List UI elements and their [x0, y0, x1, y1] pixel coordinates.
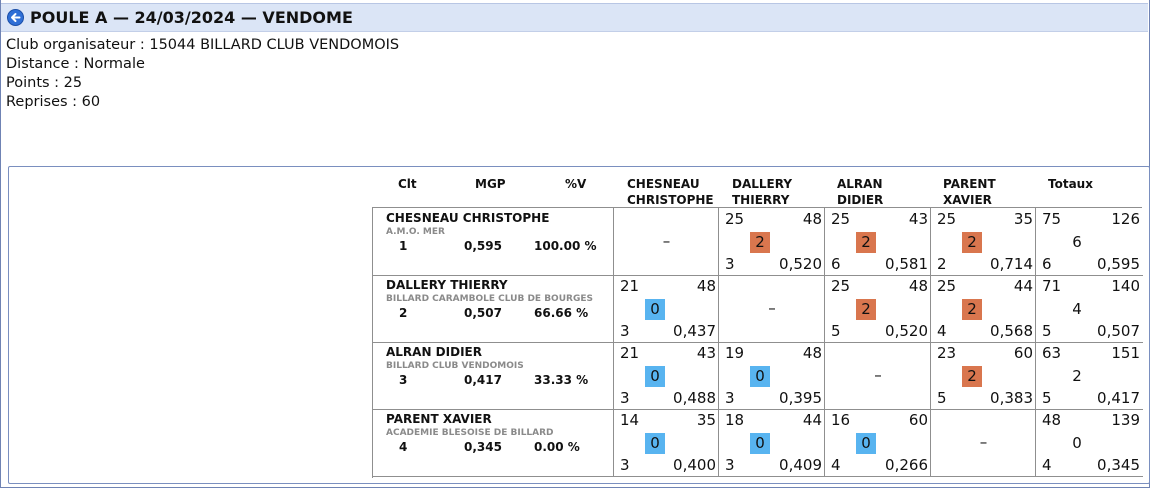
totals-cell	[1035, 409, 1143, 477]
match-points: 25	[937, 277, 957, 295]
arrow-left-circle-icon[interactable]	[7, 9, 24, 26]
match-reprises: 48	[908, 277, 928, 295]
match-average: 0,568	[990, 322, 1033, 340]
match-serie: 5	[937, 389, 947, 407]
points: Points : 25	[6, 75, 83, 91]
match-points: 25	[725, 210, 745, 228]
match-average: 0,400	[673, 456, 716, 474]
match-reprises: 44	[1013, 277, 1033, 295]
reprises: Reprises : 60	[6, 94, 101, 110]
total-average: 0,595	[1097, 255, 1140, 273]
match-reprises: 48	[696, 277, 716, 295]
match-serie: 3	[620, 456, 630, 474]
match-points: 19	[725, 344, 745, 362]
match-cell	[930, 208, 1036, 276]
match-reprises: 60	[1013, 344, 1033, 362]
match-reprises: 35	[696, 411, 716, 429]
match-serie: 4	[937, 322, 947, 340]
match-reprises: 48	[802, 210, 822, 228]
match-average: 0,437	[673, 322, 716, 340]
header-pctv: %V	[565, 177, 587, 191]
total-serie: 6	[1042, 255, 1052, 273]
match-points: 21	[620, 277, 640, 295]
match-cell	[718, 409, 825, 477]
distance: Distance : Normale	[6, 56, 145, 72]
title-bar	[1, 3, 1148, 32]
match-result-badge: 0	[856, 433, 876, 454]
player-win-pct: 100.00 %	[534, 239, 597, 253]
total-points: 75	[1042, 210, 1062, 228]
match-result-badge: 0	[750, 366, 770, 387]
match-average: 0,520	[779, 255, 822, 273]
total-average: 0,507	[1097, 322, 1140, 340]
match-points: 14	[620, 411, 640, 429]
match-points: 21	[620, 344, 640, 362]
header-totaux: Totaux	[1048, 177, 1093, 191]
match-result-badge: 2	[856, 232, 876, 253]
match-cell	[718, 208, 825, 276]
match-points: 16	[831, 411, 851, 429]
self-match-cell	[718, 275, 825, 343]
player-name: PARENT XAVIER	[386, 412, 492, 426]
match-result-badge: 2	[962, 232, 982, 253]
player-rank: 4	[399, 440, 408, 454]
match-serie: 3	[725, 456, 735, 474]
match-cell	[824, 208, 931, 276]
match-cell	[824, 275, 931, 343]
player-name: ALRAN DIDIER	[386, 345, 482, 359]
header-opponent-1: CHESNEAU CHRISTOPHE	[627, 177, 714, 207]
header-mgp: MGP	[475, 177, 506, 191]
total-points: 48	[1042, 411, 1062, 429]
self-match-cell	[613, 208, 719, 276]
match-cell	[718, 342, 825, 410]
match-serie: 4	[831, 456, 841, 474]
match-average: 0,714	[990, 255, 1033, 273]
player-win-pct: 0.00 %	[534, 440, 580, 454]
self-match-cell	[824, 342, 931, 410]
tournament-info	[6, 36, 399, 112]
match-result-badge: 2	[856, 299, 876, 320]
player-club: BILLARD CARAMBOLE CLUB DE BOURGES	[386, 294, 593, 304]
totals-cell	[1035, 275, 1143, 343]
match-average: 0,409	[779, 456, 822, 474]
self-match-cell	[930, 409, 1036, 477]
match-cell	[613, 275, 719, 343]
match-reprises: 60	[908, 411, 928, 429]
total-reprises: 140	[1111, 277, 1140, 295]
player-club: ACADEMIE BLESOISE DE BILLARD	[386, 428, 554, 438]
match-cell	[930, 342, 1036, 410]
match-serie: 6	[831, 255, 841, 273]
player-mgp: 0,595	[464, 239, 502, 253]
results-grid	[372, 207, 1142, 478]
match-average: 0,395	[779, 389, 822, 407]
player-mgp: 0,345	[464, 440, 502, 454]
header-opponent-2: DALLERY THIERRY	[732, 177, 793, 207]
match-points: 25	[831, 277, 851, 295]
player-win-pct: 33.33 %	[534, 373, 589, 387]
match-serie: 2	[937, 255, 947, 273]
total-match-points: 4	[1072, 300, 1082, 318]
match-serie: 5	[831, 322, 841, 340]
total-match-points: 6	[1072, 233, 1082, 251]
total-serie: 4	[1042, 456, 1052, 474]
totals-cell	[1035, 208, 1143, 276]
player-club: A.M.O. MER	[386, 227, 445, 237]
total-match-points: 2	[1072, 367, 1082, 385]
player-name: DALLERY THIERRY	[386, 278, 508, 292]
empty-mark: –	[768, 299, 776, 317]
match-result-badge: 0	[645, 366, 665, 387]
match-points: 25	[937, 210, 957, 228]
player-row	[373, 275, 613, 343]
player-rank: 2	[399, 306, 408, 320]
total-reprises: 126	[1111, 210, 1140, 228]
page-title: POULE A — 24/03/2024 — VENDOME	[30, 8, 353, 27]
match-average: 0,581	[885, 255, 928, 273]
match-points: 25	[831, 210, 851, 228]
total-reprises: 139	[1111, 411, 1140, 429]
total-match-points: 0	[1072, 434, 1082, 452]
match-cell	[613, 409, 719, 477]
match-average: 0,383	[990, 389, 1033, 407]
player-mgp: 0,507	[464, 306, 502, 320]
total-average: 0,417	[1097, 389, 1140, 407]
empty-mark: –	[662, 232, 671, 250]
match-reprises: 44	[802, 411, 822, 429]
match-reprises: 48	[802, 344, 822, 362]
totals-cell	[1035, 342, 1143, 410]
match-points: 23	[937, 344, 957, 362]
match-result-badge: 0	[645, 299, 665, 320]
match-reprises: 35	[1013, 210, 1033, 228]
total-reprises: 151	[1111, 344, 1140, 362]
header-clt: Clt	[398, 177, 417, 191]
match-average: 0,488	[673, 389, 716, 407]
player-mgp: 0,417	[464, 373, 502, 387]
match-result-badge: 2	[962, 366, 982, 387]
match-result-badge: 2	[962, 299, 982, 320]
total-points: 71	[1042, 277, 1062, 295]
match-result-badge: 2	[750, 232, 770, 253]
match-cell	[824, 409, 931, 477]
match-reprises: 43	[908, 210, 928, 228]
total-serie: 5	[1042, 322, 1052, 340]
organizer-club: Club organisateur : 15044 BILLARD CLUB VENDOMOIS	[6, 37, 400, 53]
total-serie: 5	[1042, 389, 1052, 407]
match-result-badge: 0	[645, 433, 665, 454]
player-row	[373, 409, 613, 477]
player-rank: 1	[399, 239, 408, 253]
player-row	[373, 342, 613, 410]
player-win-pct: 66.66 %	[534, 306, 589, 320]
match-serie: 3	[620, 322, 630, 340]
header-opponent-3: ALRAN DIDIER	[837, 177, 884, 207]
match-serie: 3	[620, 389, 630, 407]
player-rank: 3	[399, 373, 408, 387]
total-average: 0,345	[1097, 456, 1140, 474]
match-cell	[613, 342, 719, 410]
match-points: 18	[725, 411, 745, 429]
match-average: 0,266	[885, 456, 928, 474]
player-name: CHESNEAU CHRISTOPHE	[386, 211, 550, 225]
match-serie: 3	[725, 255, 735, 273]
empty-mark: –	[874, 366, 882, 384]
empty-mark: –	[979, 433, 988, 451]
match-result-badge: 0	[750, 433, 770, 454]
player-row	[373, 208, 613, 276]
match-cell	[930, 275, 1036, 343]
player-club: BILLARD CLUB VENDOMOIS	[386, 361, 524, 371]
total-points: 63	[1042, 344, 1062, 362]
header-opponent-4: PARENT XAVIER	[943, 177, 996, 207]
match-average: 0,520	[885, 322, 928, 340]
match-reprises: 43	[696, 344, 716, 362]
match-serie: 3	[725, 389, 735, 407]
